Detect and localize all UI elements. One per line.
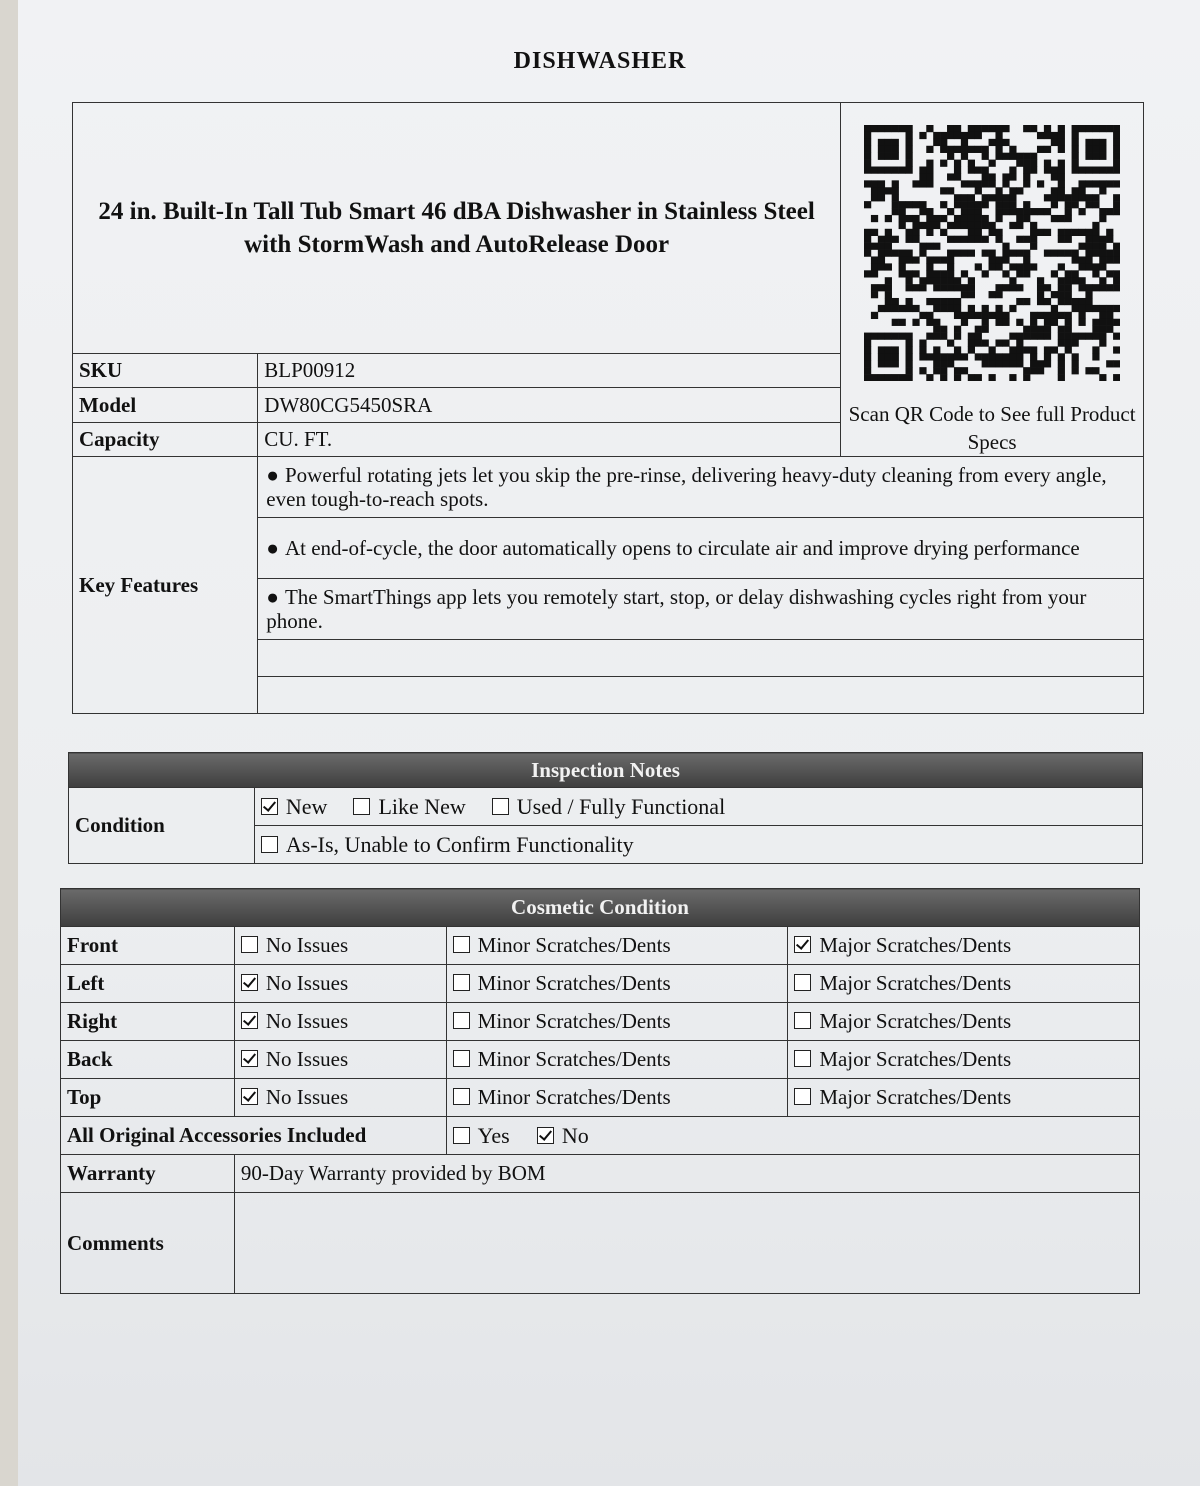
option-label: Minor Scratches/Dents — [477, 1009, 671, 1033]
cosmetic-option-major[interactable] — [788, 927, 1140, 965]
option-label: No Issues — [265, 971, 349, 995]
option-label: Minor Scratches/Dents — [477, 1047, 671, 1071]
checkbox[interactable] — [241, 974, 258, 991]
cosmetic-option-none[interactable] — [234, 1041, 446, 1079]
checkbox[interactable] — [241, 1050, 258, 1067]
option-label: Minor Scratches/Dents — [477, 971, 671, 995]
document-title: DISHWASHER — [513, 48, 687, 74]
checkbox[interactable] — [794, 974, 811, 991]
sku-value: BLP00912 — [258, 354, 841, 388]
accessories-label: All Original Accessories Included — [61, 1117, 447, 1155]
cosmetic-banner: Cosmetic Condition — [61, 889, 1140, 927]
feature-text: At end-of-cycle, the door automatically opens to circulate air and improve drying performance — [284, 536, 1080, 560]
feature-empty-row — [258, 640, 1144, 677]
condition-asis-option[interactable] — [261, 832, 634, 858]
capacity-label: Capacity — [73, 422, 258, 456]
option-label: Major Scratches/Dents — [819, 1009, 1012, 1033]
option-label: Minor Scratches/Dents — [477, 933, 671, 957]
capacity-value: CU. FT. — [258, 422, 841, 456]
option-label: Major Scratches/Dents — [819, 933, 1012, 957]
checkbox[interactable] — [241, 936, 258, 953]
warranty-label: Warranty — [61, 1155, 235, 1193]
accessories-yes-option[interactable] — [453, 1123, 510, 1149]
feature-text: Powerful rotating jets let you skip the pre-rinse, delivering heavy-duty cleaning from every angle, even tough-to-reach spots. — [266, 463, 1107, 511]
checkbox[interactable] — [453, 936, 470, 953]
inspection-table — [68, 752, 1143, 864]
inspection-banner: Inspection Notes — [69, 753, 1143, 788]
product-title: 24 in. Built-In Tall Tub Smart 46 dBA Dishwasher in Stainless Steel with StormWash and AutoRelease Door — [73, 103, 841, 354]
option-label: No Issues — [265, 1047, 349, 1071]
checkbox[interactable] — [453, 1050, 470, 1067]
cosmetic-option-none[interactable] — [234, 1003, 446, 1041]
cosmetic-row — [61, 1079, 1140, 1117]
warranty-value: 90-Day Warranty provided by BOM — [234, 1155, 1139, 1193]
side-label: Right — [61, 1003, 235, 1041]
option-label: As-Is, Unable to Confirm Functionality — [285, 831, 634, 857]
feature-item: ● Powerful rotating jets let you skip the pre-rinse, delivering heavy-duty cleaning from every angle, even tough-to-reach spots. — [258, 457, 1144, 518]
condition-new-option[interactable] — [261, 794, 328, 820]
cosmetic-row — [61, 965, 1140, 1003]
feature-text: The SmartThings app lets you remotely start, stop, or delay dishwashing cycles right from your phone. — [266, 585, 1087, 633]
checkbox[interactable] — [241, 1012, 258, 1029]
option-label: Yes — [477, 1122, 510, 1148]
comments-field[interactable] — [234, 1193, 1139, 1294]
cosmetic-row — [61, 927, 1140, 965]
cosmetic-option-major[interactable] — [788, 965, 1140, 1003]
checkbox[interactable] — [794, 1012, 811, 1029]
cosmetic-option-major[interactable] — [788, 1079, 1140, 1117]
side-label: Back — [61, 1041, 235, 1079]
option-label: No Issues — [265, 1085, 349, 1109]
option-label: Major Scratches/Dents — [819, 1085, 1012, 1109]
option-label: Used / Fully Functional — [516, 793, 726, 819]
qr-caption: Scan QR Code to See full Product Specs — [848, 402, 1136, 454]
accessories-options — [446, 1117, 1139, 1155]
checkbox[interactable] — [453, 1012, 470, 1029]
sku-label: SKU — [73, 354, 258, 388]
cosmetic-option-minor[interactable] — [446, 1041, 788, 1079]
condition-options-row — [254, 826, 1142, 864]
condition-options-row — [254, 788, 1142, 826]
option-label: New — [285, 793, 328, 819]
condition-used-option[interactable] — [492, 794, 725, 820]
checkbox[interactable] — [453, 974, 470, 991]
checkbox[interactable] — [453, 1088, 470, 1105]
condition-likenew-checkbox[interactable] — [353, 798, 370, 815]
cosmetic-option-none[interactable] — [234, 965, 446, 1003]
cosmetic-option-minor[interactable] — [446, 965, 788, 1003]
side-label: Left — [61, 965, 235, 1003]
cosmetic-option-minor[interactable] — [446, 1003, 788, 1041]
checkbox[interactable] — [241, 1088, 258, 1105]
option-label: Like New — [378, 793, 466, 819]
feature-item: ● At end-of-cycle, the door automatically opens to circulate air and improve drying performance — [258, 518, 1144, 579]
option-label: Major Scratches/Dents — [819, 971, 1012, 995]
product-table — [72, 102, 1144, 714]
accessories-no-option[interactable] — [537, 1123, 589, 1149]
cosmetic-option-none[interactable] — [234, 927, 446, 965]
checkbox[interactable] — [794, 936, 811, 953]
condition-label: Condition — [69, 788, 255, 864]
option-label: Minor Scratches/Dents — [477, 1085, 671, 1109]
comments-label: Comments — [61, 1193, 235, 1294]
accessories-no-checkbox[interactable] — [537, 1127, 554, 1144]
model-value: DW80CG5450SRA — [258, 388, 841, 422]
checkbox[interactable] — [794, 1088, 811, 1105]
option-label: Major Scratches/Dents — [819, 1047, 1012, 1071]
option-label: No — [561, 1122, 589, 1148]
condition-new-checkbox[interactable] — [261, 798, 278, 815]
accessories-yes-checkbox[interactable] — [453, 1127, 470, 1144]
qr-panel — [841, 103, 1144, 457]
cosmetic-row — [61, 1003, 1140, 1041]
side-label: Top — [61, 1079, 235, 1117]
cosmetic-option-none[interactable] — [234, 1079, 446, 1117]
cosmetic-option-minor[interactable] — [446, 1079, 788, 1117]
model-label: Model — [73, 388, 258, 422]
feature-empty-row — [258, 677, 1144, 714]
feature-item: ● The SmartThings app lets you remotely start, stop, or delay dishwashing cycles right from your phone. — [258, 579, 1144, 640]
option-label: No Issues — [265, 1009, 349, 1033]
key-features-label: Key Features — [73, 457, 258, 714]
checkbox[interactable] — [794, 1050, 811, 1067]
option-label: No Issues — [265, 933, 349, 957]
cosmetic-option-major[interactable] — [788, 1003, 1140, 1041]
condition-likenew-option[interactable] — [353, 794, 465, 820]
cosmetic-option-major[interactable] — [788, 1041, 1140, 1079]
qr-code-icon — [864, 125, 1120, 381]
condition-asis-checkbox[interactable] — [261, 836, 278, 853]
cosmetic-option-minor[interactable] — [446, 927, 788, 965]
side-label: Front — [61, 927, 235, 965]
cosmetic-row — [61, 1041, 1140, 1079]
condition-used-checkbox[interactable] — [492, 798, 509, 815]
cosmetic-table — [60, 888, 1140, 1294]
